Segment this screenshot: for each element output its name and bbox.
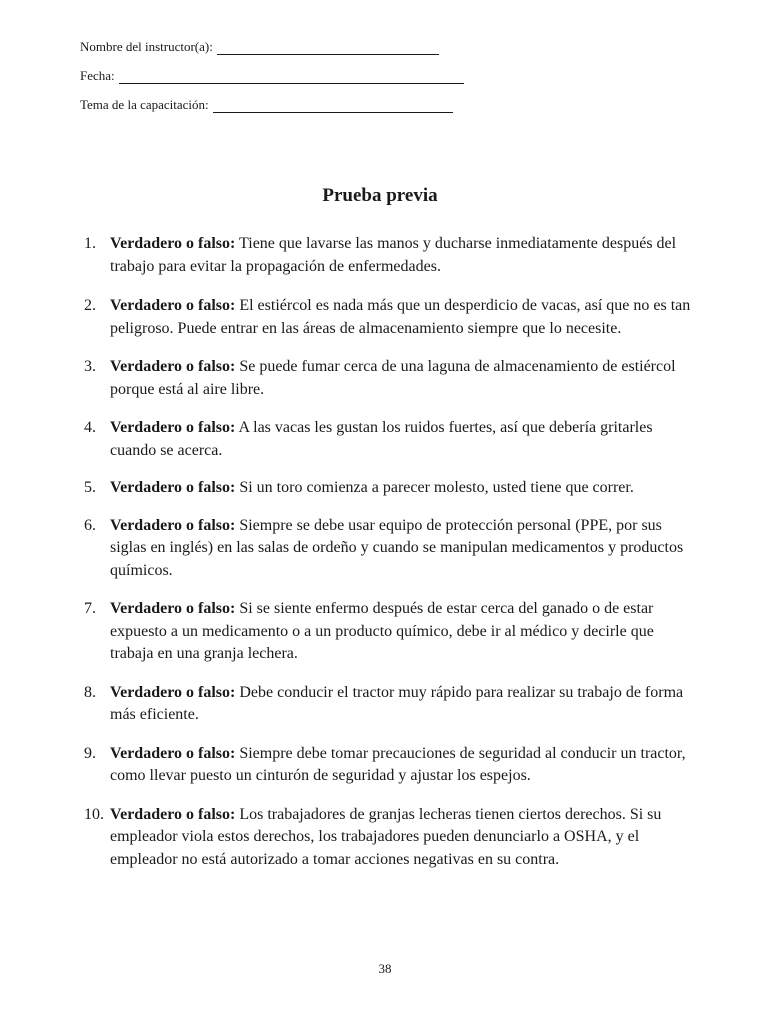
question-prefix: Verdadero o falso: [110, 805, 236, 823]
instructor-name-label: Nombre del instructor(a): [80, 39, 213, 54]
question-prefix: Verdadero o falso: [110, 600, 236, 617]
question-item [84, 295, 694, 340]
training-topic-field [80, 97, 453, 113]
question-number: 1. [84, 235, 96, 252]
question-prefix: Verdadero o falso: [110, 235, 236, 252]
question-item [84, 356, 694, 401]
question-prefix: Verdadero o falso: [110, 744, 236, 762]
instructor-name-line[interactable] [217, 42, 439, 55]
question-number: 4. [84, 419, 96, 436]
question-prefix: Verdadero o falso: [110, 516, 236, 534]
question-item [84, 804, 694, 872]
question-text: Si un toro comienza a parecer molesto, usted tiene que correr. [239, 479, 634, 496]
question-prefix: Verdadero o falso: [110, 297, 236, 314]
question-number: 3. [84, 358, 96, 375]
question-item [84, 417, 694, 462]
question-text: Tiene que lavarse las manos y ducharse inmediatamente después del trabajo para evitar la propagación de enfermedades. [110, 235, 677, 275]
question-text: A las vacas les gustan los ruidos fuertes, así que debería gritarles cuando se acerca. [110, 419, 653, 459]
question-text: Debe conducir el tractor muy rápido para realizar su trabajo de forma más eficiente. [110, 683, 684, 723]
instructor-name-field [80, 39, 439, 55]
question-number: 10. [84, 805, 104, 823]
question-prefix: Verdadero o falso: [110, 683, 236, 701]
page-number: 38 [378, 961, 392, 976]
question-prefix: Verdadero o falso: [110, 479, 236, 496]
question-number: 6. [84, 516, 96, 534]
question-item [84, 233, 694, 278]
question-text: Si se siente enfermo después de estar cerca del ganado o de estar expuesto a un medicamento o a un producto químico, debe ir al médico y decirle que trabaja en una granja lechera. [110, 600, 654, 662]
date-label: Fecha: [80, 68, 115, 83]
question-number: 8. [84, 683, 96, 701]
question-item [84, 515, 694, 583]
question-item [84, 477, 694, 500]
question-item [84, 743, 694, 788]
question-text: El estiércol es nada más que un desperdicio de vacas, así que no es tan peligroso. Puede entrar en las áreas de almacenamiento siempre que lo necesite. [110, 297, 691, 337]
question-text: Siempre se debe usar equipo de protección personal (PPE, por sus siglas en inglés) en las salas de ordeño y cuando se manipulan medicamentos y productos químicos. [110, 516, 684, 579]
question-number: 9. [84, 744, 96, 762]
question-prefix: Verdadero o falso: [110, 358, 236, 375]
training-topic-line[interactable] [213, 100, 453, 113]
question-item [84, 682, 694, 727]
question-text: Se puede fumar cerca de una laguna de almacenamiento de estiércol porque está al aire libre. [110, 358, 676, 398]
question-number: 5. [84, 479, 96, 496]
question-number: 2. [84, 297, 96, 314]
question-text: Siempre debe tomar precauciones de seguridad al conducir un tractor, como llevar puesto un cinturón de seguridad y ajustar los espejos. [110, 744, 686, 784]
training-topic-label: Tema de la capacitación: [80, 97, 209, 112]
question-prefix: Verdadero o falso: [110, 419, 236, 436]
question-item [84, 598, 694, 666]
question-list [84, 233, 694, 871]
page-title: Prueba previa [322, 185, 438, 206]
question-text: Los trabajadores de granjas lecheras tienen ciertos derechos. Si su empleador viola estos derechos, los trabajadores pueden denunciarlo a OSHA, y el empleador no está autorizado a tomar acciones negativas en su contra. [110, 805, 662, 868]
date-field [80, 68, 464, 84]
date-line[interactable] [119, 71, 464, 84]
question-number: 7. [84, 600, 96, 617]
